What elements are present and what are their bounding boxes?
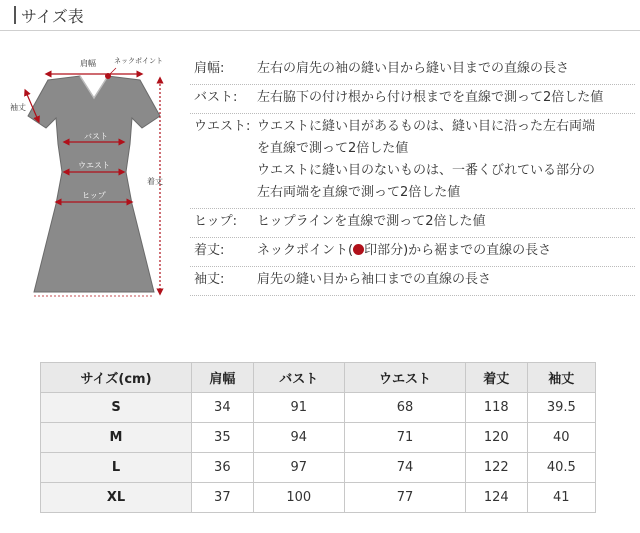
dress-shape [28,76,160,292]
column-header: 袖丈 [527,363,595,393]
definition-text: ヒップラインを直線で測って2倍した値 [257,214,486,229]
definition-length [190,238,635,267]
table-row [41,453,596,483]
table-cell: 94 [253,423,344,453]
table-cell: 122 [465,453,527,483]
table-cell: 118 [465,393,527,423]
table-cell: 97 [253,453,344,483]
definition-term: バスト: [194,90,238,105]
definition-shoulder [190,56,635,85]
table-cell: 77 [344,483,465,513]
table-cell: 71 [344,423,465,453]
definition-text: ウエストに縫い目のないものは、一番くびれている部分の [257,163,596,178]
dress-diagram [8,54,178,314]
header-divider [0,30,640,31]
column-header: ウエスト [344,363,465,393]
waist-label: ウエスト [78,161,110,170]
table-cell: 40 [527,423,595,453]
definition-text: 左右脇下の付け根から付け根までを直線で測って2倍した値 [257,90,604,105]
table-row [41,423,596,453]
table-cell: 35 [192,423,254,453]
title-accent-bar [14,6,16,24]
column-header: バスト [253,363,344,393]
table-cell: 34 [192,393,254,423]
table-cell: 36 [192,453,254,483]
definition-hip [190,209,635,238]
neck-point-label: ネックポイント [114,57,163,65]
table-cell: 100 [253,483,344,513]
definition-term: ヒップ: [194,214,237,229]
shoulder-label: 肩幅 [80,59,96,68]
column-header: 肩幅 [192,363,254,393]
definition-term: ウエスト: [194,119,251,134]
column-header: 着丈 [465,363,527,393]
definition-waist [190,114,635,209]
definition-text: 左右両端を直線で測って2倍した値 [257,185,461,200]
length-label: 着丈 [147,177,163,186]
definition-term: 着丈: [194,243,225,258]
table-cell: 120 [465,423,527,453]
size-table [40,362,596,513]
table-row [41,483,596,513]
size-cell: S [41,393,192,423]
size-cell: L [41,453,192,483]
table-cell: 40.5 [527,453,595,483]
table-cell: 37 [192,483,254,513]
definition-bust [190,85,635,114]
definition-term: 袖丈: [194,272,225,287]
size-cell: XL [41,483,192,513]
size-cell: M [41,423,192,453]
table-row [41,393,596,423]
definition-text: 左右の肩先の袖の縫い目から縫い目までの直線の長さ [257,61,570,76]
page-title: サイズ表 [21,7,84,26]
definition-text: ウエストに縫い目があるものは、縫い目に沿った左右両端 [257,119,596,134]
table-cell: 39.5 [527,393,595,423]
neck-point-dot-icon [353,244,364,255]
page-header [0,0,640,32]
table-cell: 124 [465,483,527,513]
definition-term: 肩幅: [194,61,225,76]
measurement-definitions [190,56,635,296]
definition-text: 肩先の縫い目から袖口までの直線の長さ [257,272,492,287]
table-cell: 41 [527,483,595,513]
definition-sleeve [190,267,635,296]
table-cell: 68 [344,393,465,423]
column-header: サイズ(cm) [41,363,192,393]
hip-label: ヒップ [82,191,106,200]
table-cell: 91 [253,393,344,423]
definition-text: 印部分)から裾までの直線の長さ [364,243,552,258]
sleeve-label: 袖丈 [10,103,26,112]
definition-text: を直線で測って2倍した値 [257,141,409,156]
table-cell: 74 [344,453,465,483]
bust-label: バスト [84,132,108,141]
table-header-row [41,363,596,393]
definition-text: ネックポイント( [257,243,354,258]
